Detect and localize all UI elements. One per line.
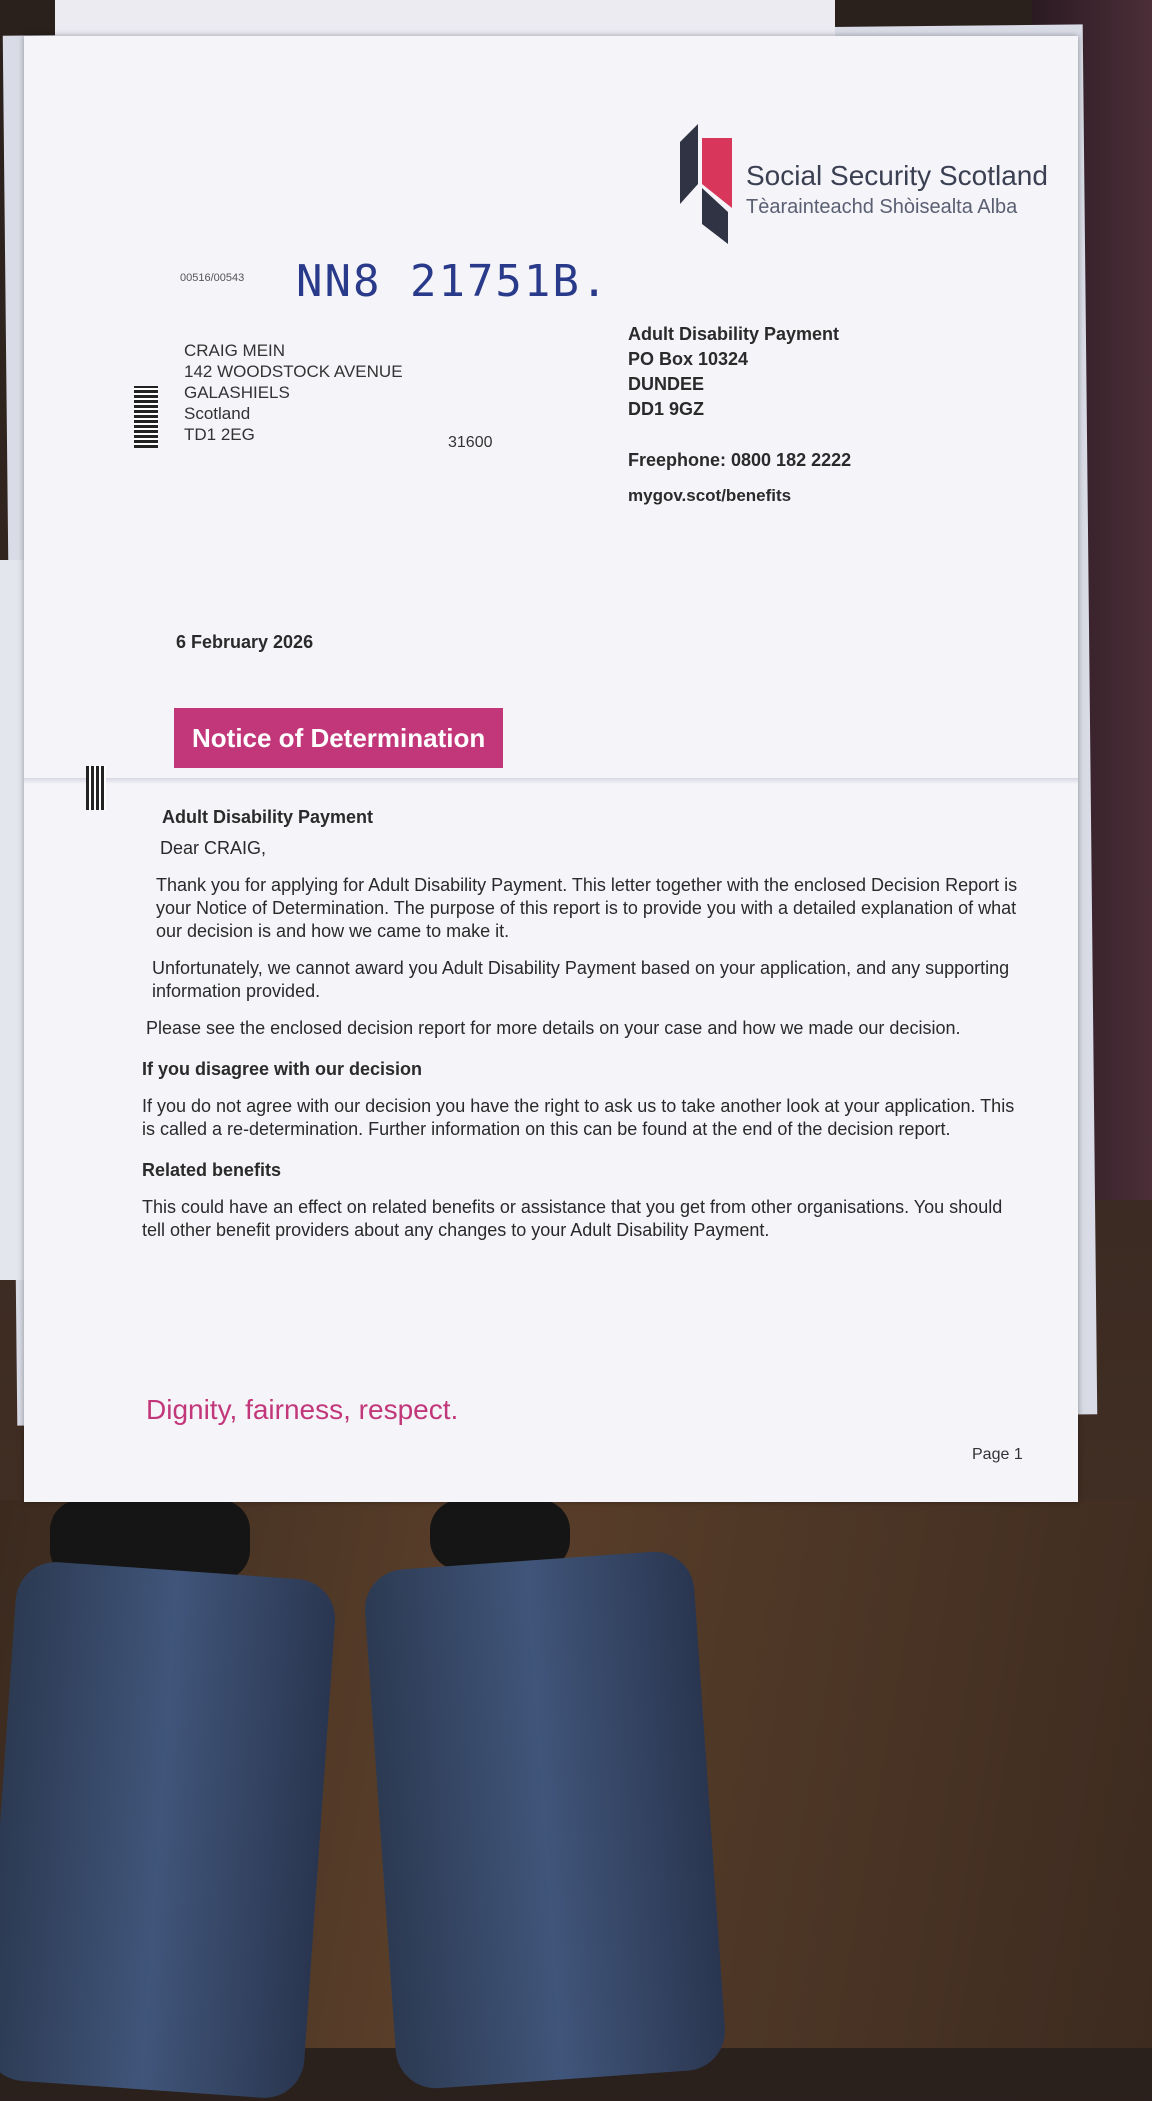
recipient-country: Scotland (184, 404, 251, 423)
right-leg (362, 1549, 727, 2091)
letter-body (142, 806, 1022, 1256)
sender-department: Adult Disability Payment (628, 324, 840, 344)
organisation-header (676, 124, 1048, 244)
organisation-gaelic-name: Tèarainteachd Shòisealta Alba (746, 196, 1018, 218)
sender-address (628, 322, 839, 422)
recipient-postcode: TD1 2EG (184, 425, 255, 444)
recipient-name: CRAIG MEIN (184, 341, 286, 360)
side-barcode-icon (86, 766, 106, 810)
tagline: Dignity, fairness, respect. (146, 1394, 459, 1425)
recipient-street: 142 WOODSTOCK AVENUE (184, 362, 403, 381)
sort-code: 31600 (448, 434, 493, 451)
recipient-address (184, 340, 403, 445)
paragraph-intro: Thank you for applying for Adult Disability Payment. This letter together with the enclosed Decision Report is your Notice of Determination. The purpose of this report is to provide you with a detailed explanation of what our decision is and how we came to make it. (156, 875, 1018, 941)
barcode-icon (134, 386, 158, 448)
notice-title-banner: Notice of Determination (174, 708, 503, 768)
heading-disagree: If you disagree with our decision (142, 1059, 423, 1079)
paragraph-related-benefits: This could have an effect on related benefits or assistance that you get from other organisations. You should tell other benefit providers about any changes to your Adult Disability Payment. (142, 1197, 1003, 1240)
letter-page (24, 36, 1078, 1502)
paragraph-report: Please see the enclosed decision report for more details on your case and how we made our decision. (146, 1018, 961, 1038)
page-number: Page 1 (972, 1446, 1023, 1463)
freephone-number: Freephone: 0800 182 2222 (628, 450, 852, 470)
letter-subject: Adult Disability Payment (162, 807, 374, 827)
left-leg (0, 1559, 338, 2100)
sender-postcode: DD1 9GZ (628, 399, 705, 419)
sender-city: DUNDEE (628, 374, 705, 394)
handwritten-reference: NN8 21751B. (296, 256, 610, 307)
background-sheet-top (55, 0, 835, 40)
paper-fold (24, 778, 1078, 784)
reference-code: 00516/00543 (180, 272, 245, 284)
recipient-town: GALASHIELS (184, 383, 290, 402)
letter-date: 6 February 2026 (176, 632, 314, 652)
sender-po-box: PO Box 10324 (628, 349, 749, 369)
website-address: mygov.scot/benefits (628, 486, 792, 505)
paragraph-decision: Unfortunately, we cannot award you Adult Disability Payment based on your application, and any supporting information provided. (152, 958, 1010, 1001)
paragraph-disagree: If you do not agree with our decision you have the right to ask us to take another look at your application. This is called a re-determination. Further information on this can be found at the end of the decision report. (142, 1096, 1015, 1139)
salutation: Dear CRAIG, (160, 838, 267, 858)
social-security-scotland-logo-icon (676, 124, 732, 244)
organisation-name: Social Security Scotland (746, 160, 1048, 191)
heading-related-benefits: Related benefits (142, 1160, 282, 1180)
